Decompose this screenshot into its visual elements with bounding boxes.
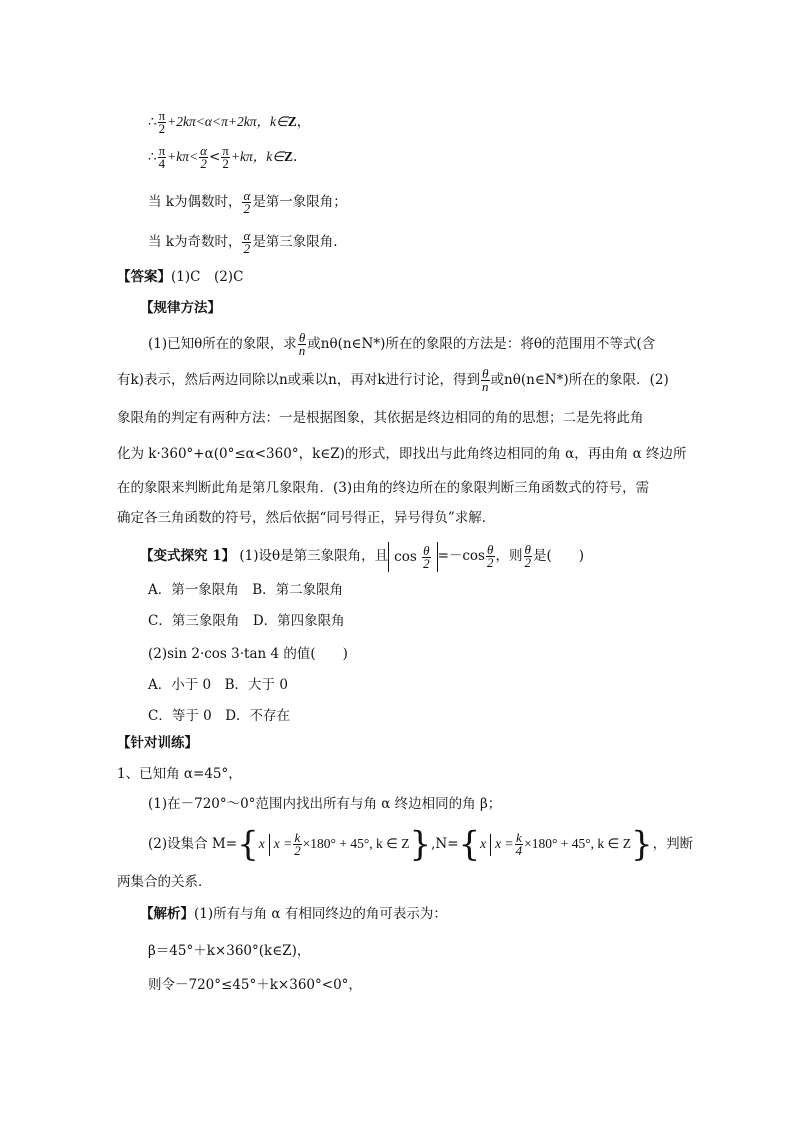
set-expr: x = (273, 836, 293, 851)
text: =－cos (437, 548, 485, 564)
variant-label: 【变式探究 1】 (140, 548, 236, 564)
fraction-theta-over-2: $\frac{\theta}{2}$ (487, 542, 494, 570)
method-title: 【规律方法】 (140, 300, 221, 316)
method-paragraph-line-3: 象限角的判定有两种方法：一是根据图象，其依据是终边相同的角的思想；二是先将此角 (117, 410, 644, 426)
fraction-theta-over-n: $\frac{\theta}{n}$ (482, 366, 489, 394)
derivation-line-2 (148, 143, 297, 171)
answer-text: (1)C (2)C (171, 269, 244, 285)
left-brace: { (237, 824, 259, 865)
text: 或nθ(n∈N*)所在的象限．(2) (490, 372, 669, 388)
inequality-text: +2kπ<α<π+2kπ，k∈ (167, 114, 288, 129)
analysis-line-1 (140, 904, 447, 924)
right-brace: } (409, 824, 432, 865)
method-paragraph-line-5: 在的象限来判断此角是第几象限角．(3)由角的终边所在的象限判断三角函数式的符号，需 (117, 480, 650, 496)
set-expr: ×180° + 45°, k ∈ Z (524, 836, 631, 851)
set-expr: x = (495, 836, 514, 851)
text: 当 k为奇数时， (148, 234, 242, 250)
inequality-text: +kπ< (167, 149, 199, 164)
variant-options-2: C．第三象限角 D．第四象限角 (148, 613, 345, 629)
text: ，判断 (652, 836, 694, 852)
set-bar (269, 834, 270, 856)
method-paragraph-line-2 (117, 366, 669, 394)
cos-text: cos (394, 548, 417, 565)
text: 或nθ(n∈N*)所在的象限的方法是：将θ的范围用不等式(含 (307, 336, 656, 352)
derivation-line-3 (148, 188, 347, 216)
text: (1)所有与角 α 有相同终边的角可表示为： (194, 906, 447, 922)
therefore-symbol: ∴ (148, 149, 157, 165)
set-z: Z (284, 149, 294, 164)
analysis-label: 【解析】 (140, 906, 194, 922)
variant-question-1 (140, 540, 584, 572)
variant-options-1: A．第一象限角 B．第二象限角 (148, 582, 344, 598)
text: (2)设集合 M= (148, 836, 238, 852)
text: 是第三象限角. (252, 234, 338, 250)
training-question-1: 1、已知角 α=45°， (117, 766, 242, 782)
punct: ， (296, 114, 311, 130)
answer-label: 【答案】 (117, 269, 171, 285)
text: (1)设θ是第三象限角，且 (235, 548, 389, 564)
training-question-1a: (1)在－720°～0°范围内找出所有与角 α 终边相同的角 β； (148, 796, 502, 812)
set-expr: ×180° + 45°, k ∈ Z (302, 836, 410, 851)
punct: . (293, 149, 298, 165)
analysis-line-2: β＝45°＋k×360°(k∈Z)， (148, 943, 311, 959)
variant-options-4: C．等于 0 D．不存在 (148, 708, 291, 724)
set-var: x (480, 836, 487, 851)
fraction-k-over-4: $\frac{k}{4}$ (515, 830, 523, 858)
text: ，则 (495, 548, 523, 564)
method-paragraph-line-4: 化为 k·360°+α(0°≤α<360°，k∈Z)的形式，即找出与此角终边相同的角 α，再由角 α 终边所 (117, 446, 687, 462)
answer-line (117, 267, 243, 287)
absolute-value (388, 542, 437, 572)
therefore-symbol: ∴ (148, 114, 157, 130)
fraction-pi-over-2: $\frac{\pi}{2}$ (158, 108, 166, 136)
right-brace: } (630, 824, 653, 865)
training-question-1c: 两集合的关系． (117, 874, 212, 890)
set-bar (490, 834, 491, 856)
fraction-theta-over-n: $\frac{\theta}{n}$ (298, 330, 306, 358)
analysis-line-3: 则令－720°≤45°＋k×360°<0°， (148, 977, 362, 993)
fraction-alpha-over-2: $\frac{\alpha}{2}$ (243, 188, 251, 216)
text: ,N= (431, 836, 459, 852)
inequality-text: +kπ，k∈ (230, 149, 284, 164)
text: 当 k为偶数时， (148, 194, 242, 210)
text: 是第一象限角； (252, 194, 347, 210)
less-than: < (208, 149, 221, 165)
set-z: Z (287, 114, 297, 129)
text: (1)已知θ所在的象限，求 (148, 336, 297, 352)
method-paragraph-line-6: 确定各三角函数的符号，然后依据“同号得正，异号得负”求解． (117, 510, 496, 526)
variant-options-3: A．小于 0 B．大于 0 (148, 677, 288, 693)
derivation-line-4 (148, 228, 338, 256)
fraction-theta-over-2: $\frac{\theta}{2}$ (524, 542, 531, 570)
variant-question-2: (2)sin 2·cos 3·tan 4 的值( ) (148, 646, 348, 662)
text: 是( ) (533, 548, 585, 564)
fraction-theta-over-2: $\frac{\theta}{2}$ (423, 542, 430, 571)
fraction-k-over-2: $\frac{k}{2}$ (294, 830, 301, 858)
set-var: x (258, 836, 265, 851)
left-brace: { (458, 824, 481, 865)
fraction-pi-over-4: $\frac{\pi}{4}$ (158, 143, 166, 171)
derivation-line-1 (148, 108, 310, 136)
text: 有k)表示，然后两边同除以n或乘以n，再对k进行讨论，得到 (117, 372, 481, 388)
fraction-pi-over-2: $\frac{\pi}{2}$ (222, 143, 229, 171)
fraction-alpha-over-2: $\frac{\alpha}{2}$ (243, 228, 251, 256)
training-question-1b (148, 824, 694, 865)
training-title: 【针对训练】 (117, 735, 198, 751)
method-paragraph-line-1 (148, 330, 655, 358)
fraction-alpha-over-2: $\frac{\alpha}{2}$ (200, 143, 207, 171)
